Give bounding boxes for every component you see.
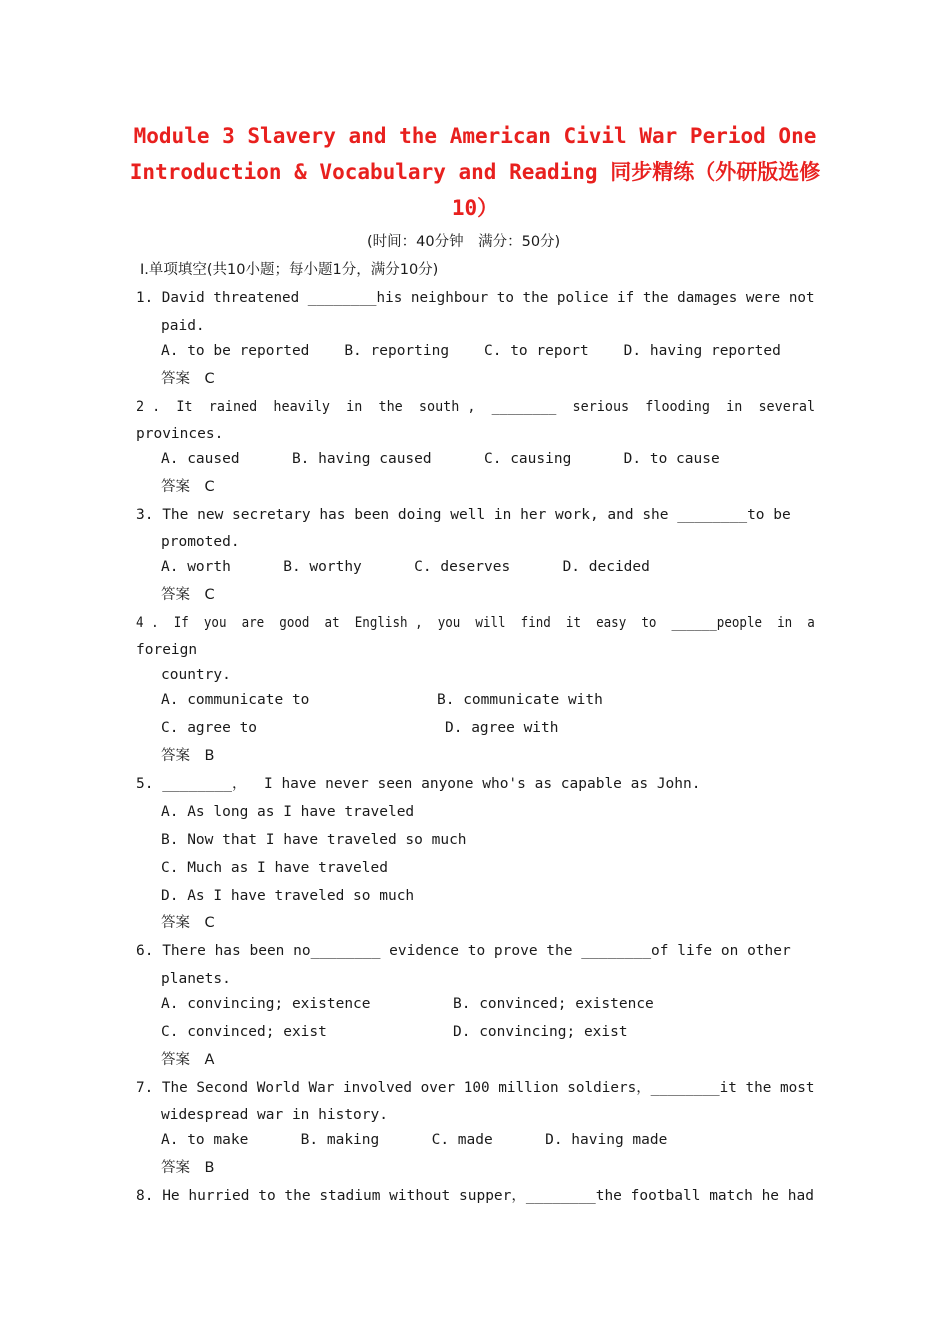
question-5-option-d: D. As I have traveled so much (161, 888, 415, 904)
question-2-stem-cont: provinces. (136, 426, 224, 442)
question-4-option-b: B. communicate with (437, 692, 603, 708)
question-6-option-a: A. convincing; existence (161, 996, 371, 1012)
question-2-answer: 答案 C (161, 479, 215, 495)
question-6-stem: 6. There has been no________ evidence to prove the ________of life on other (136, 943, 791, 959)
question-8-stem: 8. He hurried to the stadium without supper，________the football match he had (136, 1188, 814, 1204)
question-4-option-d: D. agree with (445, 720, 559, 736)
question-4-option-c: C. agree to (161, 720, 258, 736)
question-4-stem: 4 . If you are good at English , you will find it easy to ______people in a (136, 615, 815, 631)
question-2-options: A. caused B. having caused C. causing D. to cause (161, 451, 720, 467)
section-heading: Ⅰ.单项填空(共10小题；每小题1分，满分10分) (140, 262, 439, 278)
question-1-stem-cont: paid. (161, 318, 205, 334)
question-5-option-b: B. Now that I have traveled so much (161, 832, 467, 848)
question-4-option-a: A. communicate to (161, 692, 310, 708)
question-7-stem-cont: widespread war in history. (161, 1107, 388, 1123)
question-3-stem-cont: promoted. (161, 534, 240, 550)
question-7-answer: 答案 B (161, 1160, 215, 1176)
title-line-3: 10） (451, 196, 499, 220)
question-4-stem-cont-2: country. (161, 667, 231, 683)
question-1-answer: 答案 C (161, 371, 215, 387)
document-title (120, 118, 830, 226)
exam-meta: (时间：40分钟 满分：50分) (367, 234, 561, 250)
question-6-answer: 答案 A (161, 1052, 215, 1068)
title-line-2: Introduction & Vocabulary and Reading 同步精练（外研版选修 (129, 160, 821, 184)
question-5-option-c: C. Much as I have traveled (161, 860, 388, 876)
question-5-stem: 5. ________， I have never seen anyone who's as capable as John. (136, 776, 701, 792)
question-4-stem-cont: foreign (136, 642, 198, 658)
question-2-stem: 2 . It rained heavily in the south , ________ serious flooding in several (136, 399, 816, 415)
question-7-options: A. to make B. making C. made D. having made (161, 1132, 668, 1148)
question-6-option-c: C. convinced; exist (161, 1024, 327, 1040)
question-1-stem: 1. David threatened ________his neighbour to the police if the damages were not (136, 290, 815, 306)
question-3-stem: 3. The new secretary has been doing well in her work, and she ________to be (136, 507, 791, 523)
question-3-options: A. worth B. worthy C. deserves D. decided (161, 559, 650, 575)
question-5-option-a: A. As long as I have traveled (161, 804, 415, 820)
question-6-option-d: D. convincing; exist (453, 1024, 628, 1040)
question-7-stem: 7. The Second World War involved over 100 million soldiers，________it the most (136, 1080, 815, 1096)
question-4-answer: 答案 B (161, 748, 215, 764)
question-3-answer: 答案 C (161, 587, 215, 603)
question-6-stem-cont: planets. (161, 971, 231, 987)
question-6-option-b: B. convinced; existence (453, 996, 654, 1012)
question-5-answer: 答案 C (161, 915, 215, 931)
question-1-options: A. to be reported B. reporting C. to report D. having reported (161, 343, 781, 359)
title-line-1: Module 3 Slavery and the American Civil War Period One (133, 124, 817, 148)
